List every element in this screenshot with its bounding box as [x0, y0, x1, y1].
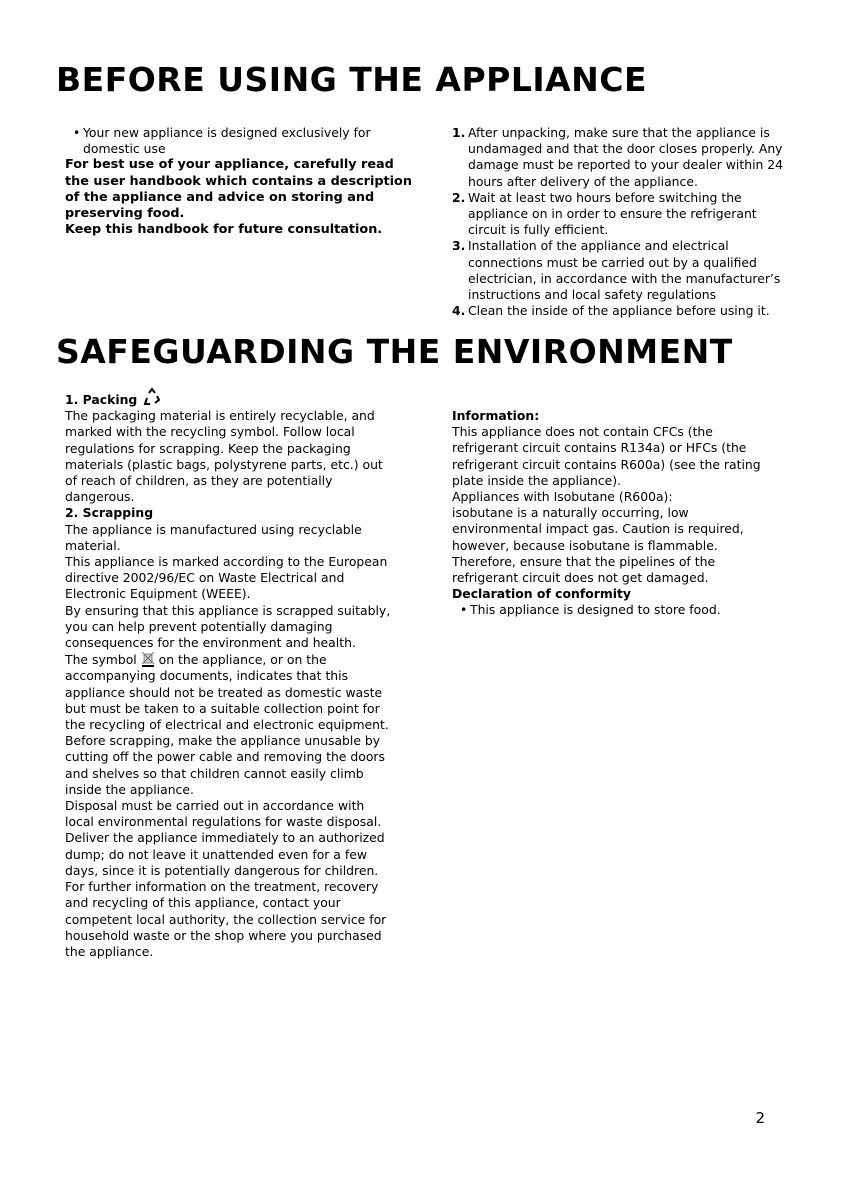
domestic-use-text: Your new appliance is designed exclusively for domestic use [83, 125, 371, 157]
scrapping-title: 2. Scrapping [65, 505, 154, 521]
item-text: Clean the inside of the appliance before using it. [468, 303, 770, 319]
before-right-column [452, 125, 792, 319]
information-title: Information: [452, 408, 540, 423]
store-food-text: This appliance is designed to store food. [470, 602, 721, 618]
bullet-item [452, 602, 782, 618]
scrap-paragraph: By ensuring that this appliance is scrapped suitably, you can help prevent potentially damaging consequences for the environment and health. [65, 602, 391, 651]
bullet-dot: • [73, 125, 81, 140]
info-paragraph: isobutane is a naturally occurring, low environmental impact gas. Caution is required, however, because isobutane is flammable. Therefore, ensure that the pipelines of the refrigerant circuit does not get damaged. [452, 505, 744, 586]
numbered-item [452, 303, 792, 319]
environment-right-column [452, 408, 782, 619]
scrap-paragraph: Disposal must be carried out in accordance with local environmental regulations for waste disposal. Deliver the appliance immediately to an authorized dump; do not leave it unattended even for a few days, since it is potentially dangerous for children. [65, 798, 385, 878]
scrap-symbol-paragraph [65, 651, 395, 733]
before-left-column [65, 125, 415, 238]
item-text: Installation of the appliance and electrical connections must be carried out by a qualified electrician, in accordance with the manufacturer’s instructions and local safety regulations [468, 238, 781, 303]
scrap-paragraph: The appliance is manufactured using recyclable material. [65, 521, 362, 553]
numbered-item [452, 190, 792, 239]
info-paragraph: Appliances with Isobutane (R600a): [452, 489, 673, 505]
packing-title [65, 387, 395, 408]
read-handbook-text: For best use of your appliance, carefully read the user handbook which contains a description of the appliance and advice on storing and preserving food. [65, 157, 412, 222]
page-number: 2 [755, 1109, 765, 1127]
item-number: 2. [452, 189, 466, 205]
scrap-paragraph: Before scrapping, make the appliance unusable by cutting off the power cable and removing the doors and shelves so that children cannot easily climb inside the appliance. [65, 733, 385, 797]
declaration-title: Declaration of conformity [452, 586, 631, 602]
symbol-text-b: on the appliance, or on the accompanying documents, indicates that this appliance should not be treated as domestic waste but must be taken to a suitable collection point for the recycling of electrical and electronic equipment. [65, 652, 389, 733]
heading-safeguarding: SAFEGUARDING THE ENVIRONMENT [56, 332, 733, 371]
heading-before-using: BEFORE USING THE APPLIANCE [56, 60, 648, 99]
item-number: 3. [452, 238, 466, 254]
item-number: 4. [452, 303, 466, 319]
numbered-item [452, 125, 792, 190]
recycling-icon [142, 387, 162, 407]
bullet-dot: • [460, 602, 468, 618]
item-text: Wait at least two hours before switching the appliance on in order to ensure the refrigerant circuit is fully efficient. [468, 189, 757, 238]
keep-handbook-text: Keep this handbook for future consultation. [65, 222, 383, 238]
scrap-paragraph: This appliance is marked according to the European directive 2002/96/EC on Waste Electrical and Electronic Equipment (WEEE). [65, 554, 388, 602]
packing-title-text: 1. Packing [65, 392, 138, 407]
symbol-text-a: The symbol [65, 652, 137, 668]
numbered-item [452, 238, 792, 303]
crossed-bin-icon [141, 651, 155, 667]
scrap-paragraph: For further information on the treatment, recovery and recycling of this appliance, contact your competent local authority, the collection service for household waste or the shop where you purchased the appliance. [65, 879, 387, 959]
environment-left-column [65, 387, 395, 960]
bullet-item [65, 125, 415, 157]
item-number: 1. [452, 125, 466, 140]
packing-text: The packaging material is entirely recyclable, and marked with the recycling symbol. Follow local regulations for scrapping. Keep the packaging materials (plastic bags, polystyrene parts, etc.) out of reach of children, as they are potentially dangerous. [65, 408, 383, 505]
info-paragraph: This appliance does not contain CFCs (the refrigerant circuit contains R134a) or HFCs (the refrigerant circuit contains R600a) (see the rating plate inside the appliance). [452, 424, 761, 488]
item-text: After unpacking, make sure that the appliance is undamaged and that the door closes properly. Any damage must be reported to your dealer within 24 hours after delivery of the appliance. [468, 125, 784, 189]
